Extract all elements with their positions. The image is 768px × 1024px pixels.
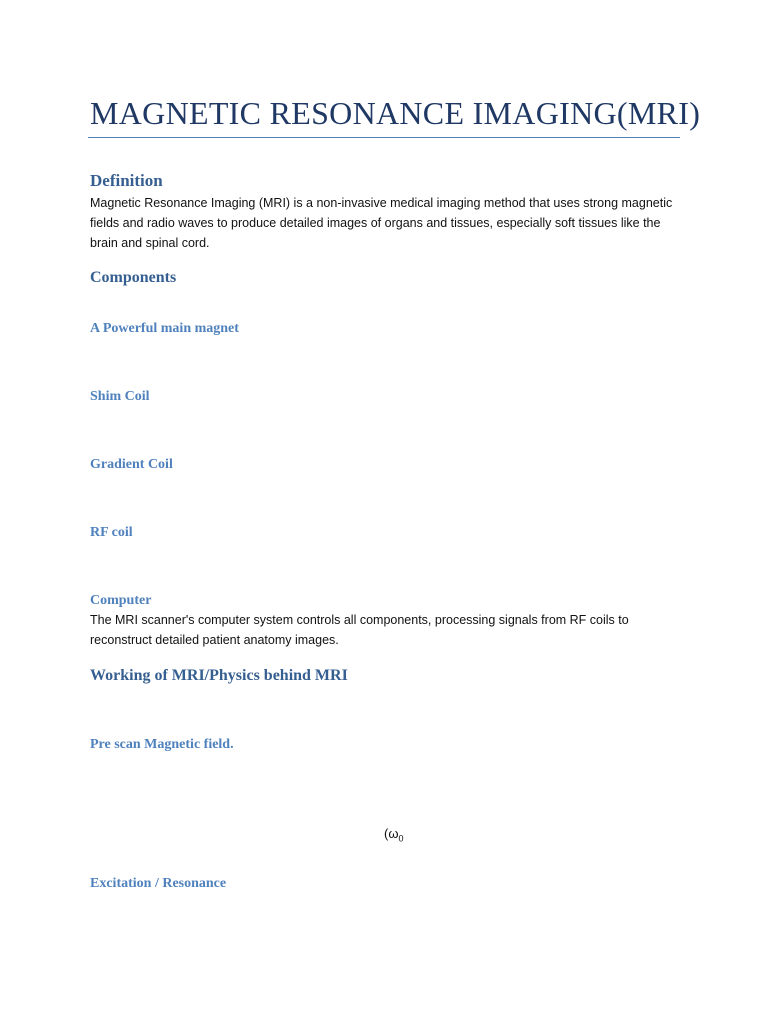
component-rf-coil: RF coil — [90, 525, 133, 540]
excitation-heading: Excitation / Resonance — [90, 876, 227, 891]
component-gradient-coil: Gradient Coil — [90, 457, 173, 472]
component-main-magnet: A Powerful main magnet — [90, 321, 239, 336]
component-computer: Computer — [90, 593, 152, 608]
prescan-heading: Pre scan Magnetic field. — [90, 737, 234, 752]
computer-text: The MRI scanner's computer system controls all components, processing signals from RF coils to reconstruct detailed patient anatomy images. — [90, 613, 629, 647]
title-underline — [88, 137, 680, 138]
larmor-frequency-formula — [384, 826, 404, 844]
document-title: MAGNETIC RESONANCE IMAGING(MRI) — [90, 95, 701, 131]
components-heading: Components — [90, 269, 177, 286]
definition-text: Magnetic Resonance Imaging (MRI) is a non-invasive medical imaging method that uses strong magnetic fields and radio waves to produce detailed images of organs and tissues, especially soft tissues like the brain and spinal cord. — [90, 196, 673, 250]
component-shim-coil: Shim Coil — [90, 389, 150, 404]
definition-heading: Definition — [90, 171, 163, 190]
omega-subscript: 0 — [398, 833, 404, 844]
working-heading: Working of MRI/Physics behind MRI — [90, 667, 348, 684]
omega-symbol: (ω — [384, 826, 399, 841]
